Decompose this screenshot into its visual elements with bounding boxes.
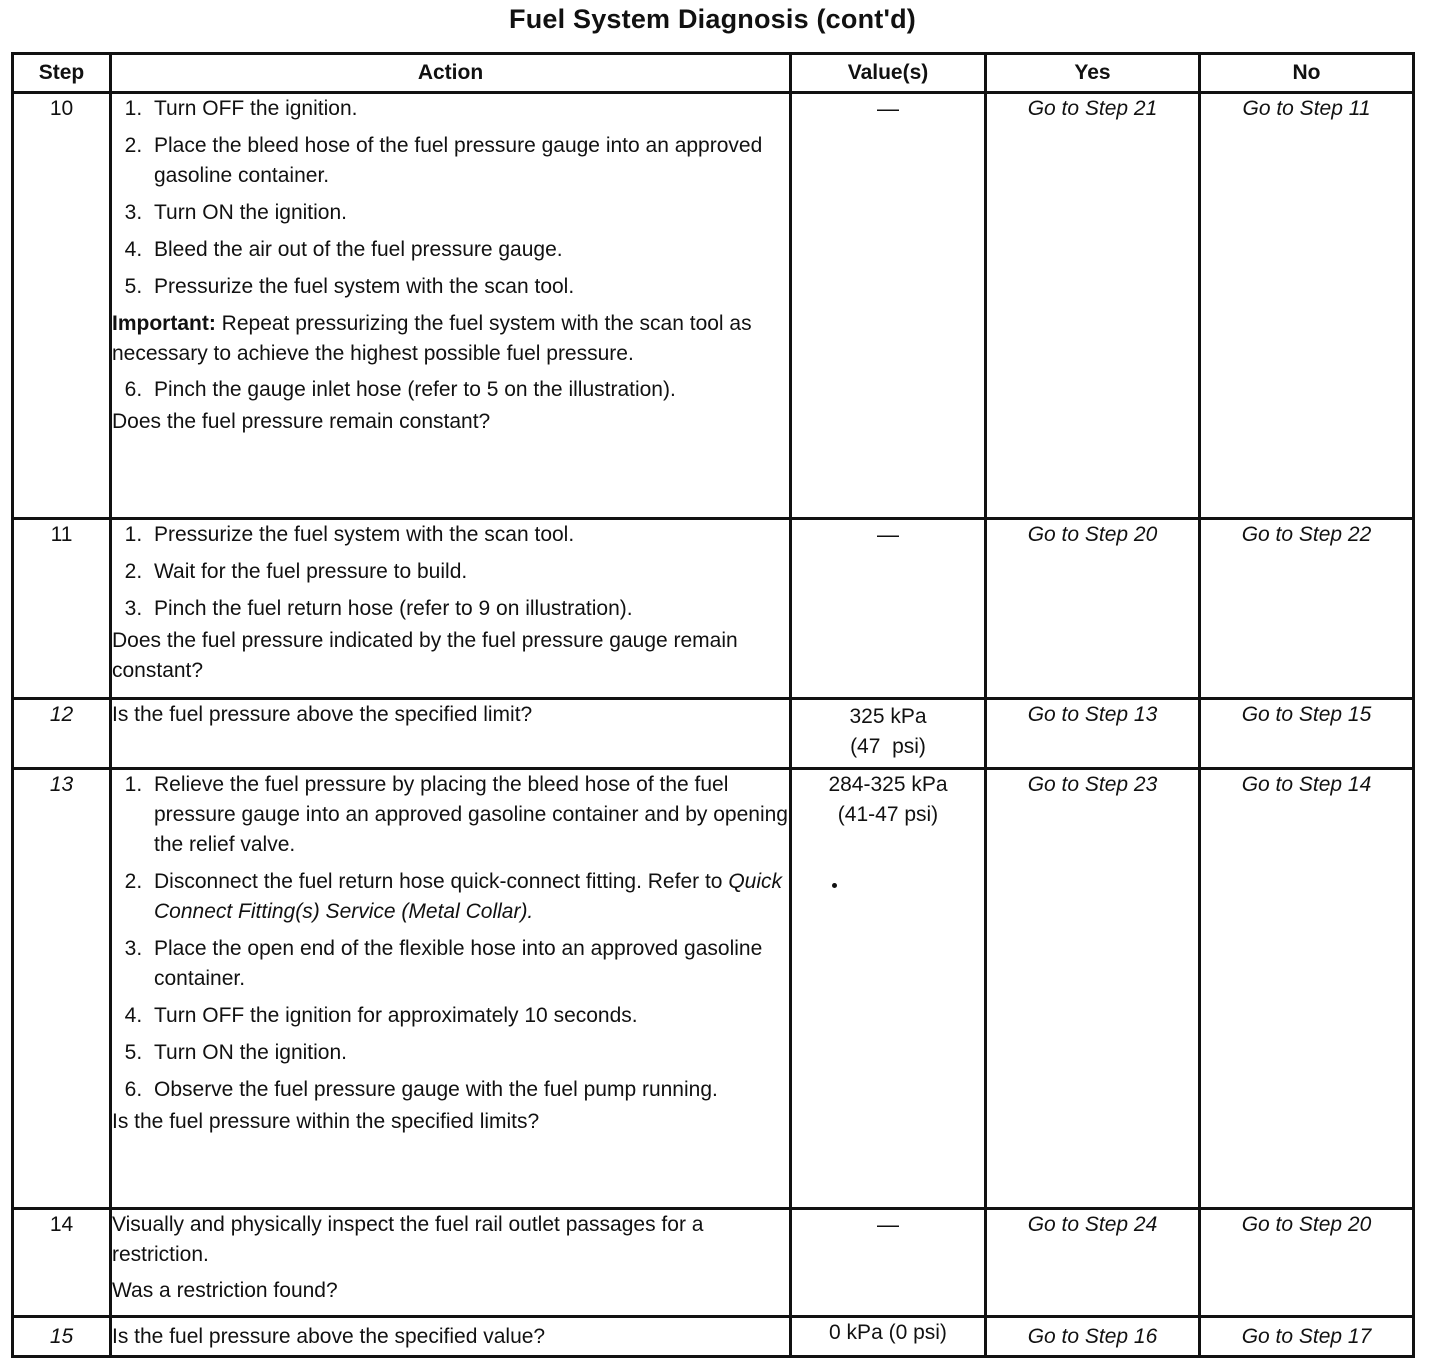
header-values: Value(s) <box>791 54 986 93</box>
header-step: Step <box>13 54 111 93</box>
no-link[interactable]: Go to Step 14 <box>1200 769 1414 1209</box>
no-link[interactable]: Go to Step 15 <box>1200 699 1414 769</box>
value-cell <box>791 699 986 769</box>
no-link[interactable]: Go to Step 11 <box>1200 93 1414 519</box>
page-title: Fuel System Diagnosis (cont'd) <box>509 4 916 34</box>
value-psi: (47 psi) <box>850 735 926 758</box>
question: Is the fuel pressure above the specified limit? <box>112 703 533 726</box>
yes-link[interactable]: Go to Step 16 <box>986 1317 1200 1357</box>
question: Does the fuel pressure remain constant? <box>112 410 491 433</box>
list-item: 4. Turn OFF the ignition for approximately 10 seconds. <box>148 1001 789 1031</box>
action-cell <box>111 1209 791 1317</box>
table-row-step-15 <box>13 1317 1414 1357</box>
list-item: 3. Pinch the fuel return hose (refer to 9 on illustration). <box>148 594 789 624</box>
value-kpa: 325 kPa <box>849 705 927 728</box>
value-psi: (41-47 psi) <box>837 803 939 826</box>
yes-link[interactable]: Go to Step 20 <box>986 519 1200 699</box>
list-item: 1. Turn OFF the ignition. <box>148 94 789 124</box>
value-cell <box>791 769 986 1209</box>
yes-link[interactable]: Go to Step 13 <box>986 699 1200 769</box>
step-number: 14 <box>13 1209 111 1317</box>
question: Is the fuel pressure within the specified limits? <box>112 1110 540 1133</box>
action-list <box>112 770 789 1105</box>
action-cell <box>111 519 791 699</box>
list-item: 1. Relieve the fuel pressure by placing the bleed hose of the fuel pressure gauge into an approved gasoline container and by opening the relief valve. <box>148 770 789 860</box>
table-row-step-10 <box>13 93 1414 519</box>
list-item <box>148 867 789 927</box>
value-dash: — <box>877 1212 899 1237</box>
action-text: Visually and physically inspect the fuel rail outlet passages for a restriction. <box>112 1213 704 1266</box>
action-cell <box>111 769 791 1209</box>
important-label: Important: <box>112 312 216 335</box>
step-number: 13 <box>13 769 111 1209</box>
stray-dot <box>832 883 837 888</box>
value-dash: — <box>877 522 899 547</box>
reference-link[interactable]: Quick Connect Fitting(s) Service (Metal Collar). <box>154 870 782 923</box>
table-row-step-14 <box>13 1209 1414 1317</box>
list-item: 3. Place the open end of the flexible hose into an approved gasoline container. <box>148 934 789 994</box>
list-item: 4. Bleed the air out of the fuel pressure gauge. <box>148 235 789 265</box>
value-dash: — <box>877 96 899 121</box>
value-cell: 0 kPa (0 psi) <box>791 1317 986 1357</box>
header-yes: Yes <box>986 54 1200 93</box>
action-text: Disconnect the fuel return hose quick-connect fitting. Refer to <box>154 870 729 893</box>
yes-link[interactable]: Go to Step 23 <box>986 769 1200 1209</box>
action-cell <box>111 699 791 769</box>
question: Is the fuel pressure above the specified value? <box>112 1324 546 1348</box>
value-cell <box>791 1209 986 1317</box>
list-item: 6. Observe the fuel pressure gauge with the fuel pump running. <box>148 1075 789 1105</box>
action-list <box>112 375 789 405</box>
list-item: 1. Pressurize the fuel system with the scan tool. <box>148 520 789 550</box>
step-number: 12 <box>13 699 111 769</box>
list-item: 5. Turn ON the ignition. <box>148 1038 789 1068</box>
action-list <box>112 520 789 624</box>
list-item: 2. Wait for the fuel pressure to build. <box>148 557 789 587</box>
table-row-step-11 <box>13 519 1414 699</box>
action-list <box>112 94 789 302</box>
question: Was a restriction found? <box>112 1279 338 1302</box>
action-cell <box>111 1317 791 1357</box>
header-action: Action <box>111 54 791 93</box>
table-row-step-13 <box>13 769 1414 1209</box>
list-item: 5. Pressurize the fuel system with the scan tool. <box>148 272 789 302</box>
no-link[interactable]: Go to Step 17 <box>1200 1317 1414 1357</box>
diagnosis-table <box>11 52 1415 1358</box>
list-item: 6. Pinch the gauge inlet hose (refer to 5 on the illustration). <box>148 375 789 405</box>
no-link[interactable]: Go to Step 20 <box>1200 1209 1414 1317</box>
important-text: Repeat pressurizing the fuel system with the scan tool as necessary to achieve the highest possible fuel pressure. <box>112 312 752 365</box>
value-kpa: 284-325 kPa <box>828 773 948 796</box>
yes-link[interactable]: Go to Step 21 <box>986 93 1200 519</box>
action-cell <box>111 93 791 519</box>
value-cell <box>791 93 986 519</box>
list-item: 3. Turn ON the ignition. <box>148 198 789 228</box>
list-item: 2. Place the bleed hose of the fuel pressure gauge into an approved gasoline container. <box>148 131 789 191</box>
important-note <box>112 309 789 369</box>
table-row-step-12 <box>13 699 1414 769</box>
no-link[interactable]: Go to Step 22 <box>1200 519 1414 699</box>
yes-link[interactable]: Go to Step 24 <box>986 1209 1200 1317</box>
step-number: 11 <box>13 519 111 699</box>
header-no: No <box>1200 54 1414 93</box>
table-header-row <box>13 54 1414 93</box>
value-cell <box>791 519 986 699</box>
step-number: 15 <box>13 1317 111 1357</box>
step-number: 10 <box>13 93 111 519</box>
question: Does the fuel pressure indicated by the fuel pressure gauge remain constant? <box>112 629 738 682</box>
